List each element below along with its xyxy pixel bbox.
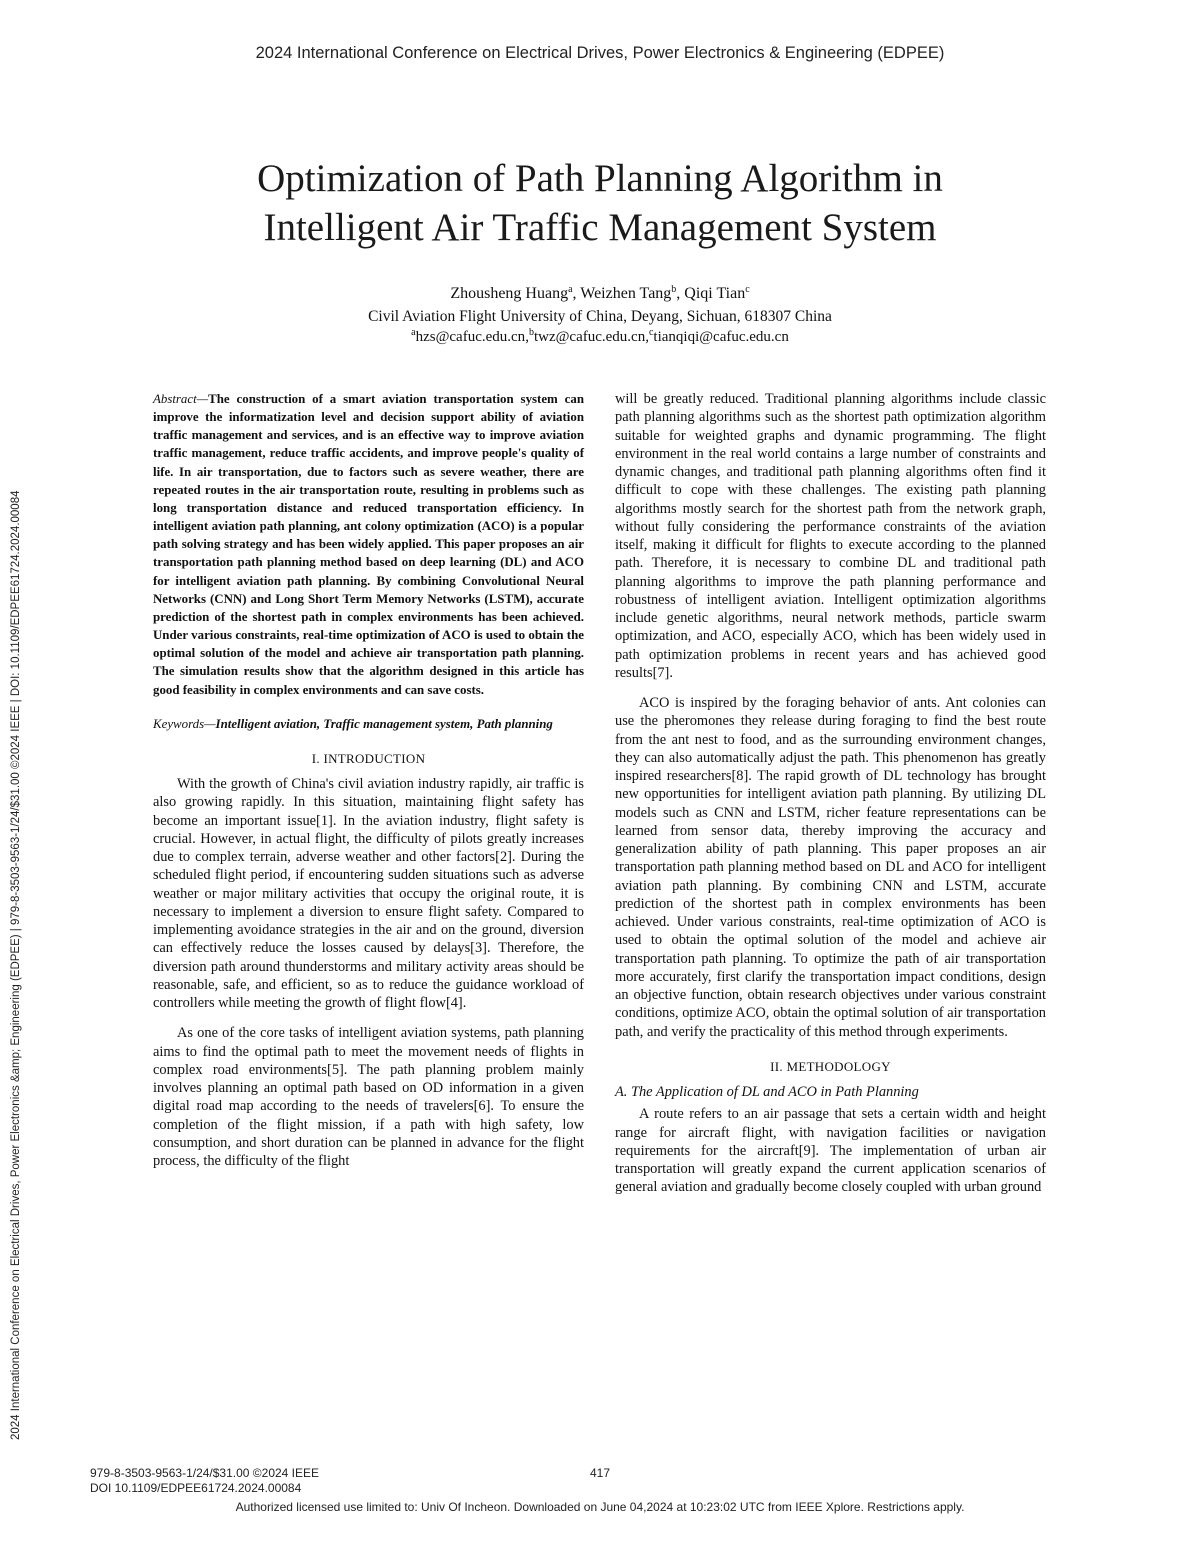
email-mark: a — [411, 327, 416, 338]
email-address: tianqiqi@cafuc.edu.cn — [653, 329, 789, 345]
section-heading-methodology: II. METHODOLOGY — [770, 1058, 891, 1074]
right-column — [615, 390, 1046, 1197]
section-heading-introduction: I. INTRODUCTION — [311, 750, 426, 766]
intro-paragraph: With the growth of China's civil aviation industry rapidly, air traffic is also growing rapidly. In this situation, maintaining flight safety has become an important issue[1]. In the aviation industry, flight safety is crucial. However, in actual flight, the difficulty of pilots greatly increases due to complex terrain, adverse weather and other factors[2]. During the scheduled flight period, if encountering sudden situations such as adverse weather or major military activities that occupy the original route, it is necessary to implement a diversion to ensure flight safety. Compared to implementing avoidance strategies in the air and on the ground, diversion can effectively reduce the losses caused by delays[3]. Therefore, the diversion path around thunderstorms and military activity areas should be reasonable, safe, and efficient, so as to reduce the guidance workload of controllers while meeting the growth of flight flow[4]. — [153, 776, 584, 1012]
keywords-label: Keywords— — [153, 716, 216, 731]
author-affiliation-mark: b — [671, 284, 677, 295]
author-emails — [0, 329, 1200, 346]
paper-title-line-2: Intelligent Air Traffic Management System — [263, 206, 937, 249]
author-affiliation: Civil Aviation Flight University of China, Deyang, Sichuan, 618307 China — [368, 308, 832, 325]
footer-doi: DOI 10.1109/EDPEE61724.2024.00084 — [90, 1481, 302, 1495]
author-affiliation-mark: c — [745, 284, 750, 295]
author-separator: , — [676, 285, 685, 302]
page-number: 417 — [589, 1466, 611, 1480]
intro-paragraph-continued: will be greatly reduced. Traditional planning algorithms include classic path planning algorithms such as the shortest path optimization algorithm suitable for weighted graphs and dynamic programming. The flight environment in the real world contains a large number of constraints and dynamic changes, and traditional path planning algorithms often find it difficult to cope with these challenges. The existing path planning algorithms mostly search for the shortest path from the network graph, without fully considering the performance constraints of the aviation itself, making it difficult for flights to execute according to the planned path. Therefore, it is necessary to combine DL and traditional path planning algorithms to improve the path planning performance and robustness of intelligent aviation. Intelligent optimization algorithms include genetic algorithms, neural network methods, particle swarm optimization, and ACO, especially ACO, which has been widely used in path optimization problems in recent years and has achieved good results[7]. — [615, 391, 1046, 681]
author-affiliation-mark: a — [568, 284, 573, 295]
email-separator: , — [645, 329, 649, 345]
intro-paragraph: As one of the core tasks of intelligent aviation systems, path planning aims to find the optimal path to meet the movement needs of flights in complex road environments[5]. The path planning problem mainly involves planning an optimal path based on OD information in a given digital road map according to the needs of travelers[6]. To ensure the completion of the flight mission, if a path with high safety, low consumption, and short duration can be planned in advance for the flight process, the difficulty of the flight — [153, 1025, 584, 1170]
author-list — [0, 285, 1200, 303]
author-name: Weizhen Tang — [580, 285, 672, 302]
abstract-text: The construction of a smart aviation transportation system can improve the informatization level and decision support ability of aviation traffic management and services, and is an effective way to improve aviation traffic management, reduce traffic accidents, and improve people's quality of life. In air transportation, due to factors such as severe weather, there are repeated routes in the air transportation route, resulting in problems such as long transportation distance and reduced transportation efficiency. In intelligent aviation path planning, ant colony optimization (ACO) is a popular path solving strategy and has been widely applied. This paper proposes an air transportation path planning method based on deep learning (DL) and ACO for intelligent aviation path planning. By combining Convolutional Neural Networks (CNN) and Long Short Term Memory Networks (LSTM), accurate prediction of the shortest path in complex environments has been achieved. Under various constraints, real-time optimization of ACO is used to obtain the optimal solution of the model and achieve air transportation path planning. The simulation results show that the algorithm designed in this article has good feasibility in complex environments and can save costs. — [153, 392, 584, 697]
email-mark: b — [528, 327, 534, 338]
author-name: Qiqi Tian — [684, 285, 746, 302]
paper-title — [100, 154, 1100, 252]
conference-header: 2024 International Conference on Electrical Drives, Power Electronics & Engineering (EDPEE) — [255, 44, 945, 62]
left-column — [153, 390, 584, 1170]
intro-paragraph: ACO is inspired by the foraging behavior of ants. Ant colonies can use the pheromones they release during foraging to find the best route from the ant nest to food, and as the surrounding environment changes, they can also automatically adjust the path. This phenomenon has greatly inspired researchers[8]. The rapid growth of DL technology has brought new opportunities for intelligent aviation path planning. By utilizing DL models such as CNN and LSTM, richer feature representations can be learned from sensor data, thereby improving the accuracy and generalization ability of path planning. This paper proposes an air transportation path planning method based on DL and ACO for intelligent aviation path planning. By combining CNN and LSTM, accurate prediction of the shortest path in complex environments has been achieved. Under various constraints, real-time optimization of ACO is used to obtain the optimal solution of the model and achieve air transportation path planning. To optimize the path of air transportation more accurately, first clarify the transportation impact conditions, design an objective function, obtain research objectives under various constraint conditions, optimize ACO, obtain the optimal solution of air transportation path, and verify the practicality of this method through experiments. — [615, 695, 1046, 1040]
author-separator: , — [572, 285, 581, 302]
footer-isbn: 979-8-3503-9563-1/24/$31.00 ©2024 IEEE — [90, 1466, 320, 1480]
side-identifier: 2024 International Conference on Electrical Drives, Power Electronics &amp; Engineering (EDPEE) | 979-8-3503-9563-1/24/$31.00 ©2024 IEEE | DOI: 10.1109/EDPEE61724.2024.00084 — [10, 490, 22, 1440]
subsection-heading: A. The Application of DL and ACO in Path Planning — [615, 1084, 919, 1100]
keywords — [153, 715, 584, 733]
abstract-label: Abstract— — [153, 392, 209, 406]
authorized-use-notice: Authorized licensed use limited to: Univ Of Incheon. Downloaded on June 04,2024 at 10:23:02 UTC from IEEE Xplore. Restrictions apply. — [235, 1500, 965, 1514]
keywords-text: Intelligent aviation, Traffic management system, Path planning — [215, 716, 553, 731]
abstract — [153, 390, 584, 699]
paper-title-line-1: Optimization of Path Planning Algorithm in — [257, 157, 943, 200]
email-mark: c — [648, 327, 654, 338]
author-name: Zhousheng Huang — [450, 285, 569, 302]
email-separator: , — [525, 329, 529, 345]
email-address: twz@cafuc.edu.cn — [533, 329, 646, 345]
email-address: hzs@cafuc.edu.cn — [415, 329, 526, 345]
method-paragraph: A route refers to an air passage that sets a certain width and height range for aircraft flight, with navigation facilities or navigation requirements for the aircraft[9]. The implementation of urban air transportation will greatly expand the current application scenarios of general aviation and gradually become closely coupled with urban ground — [615, 1106, 1046, 1196]
